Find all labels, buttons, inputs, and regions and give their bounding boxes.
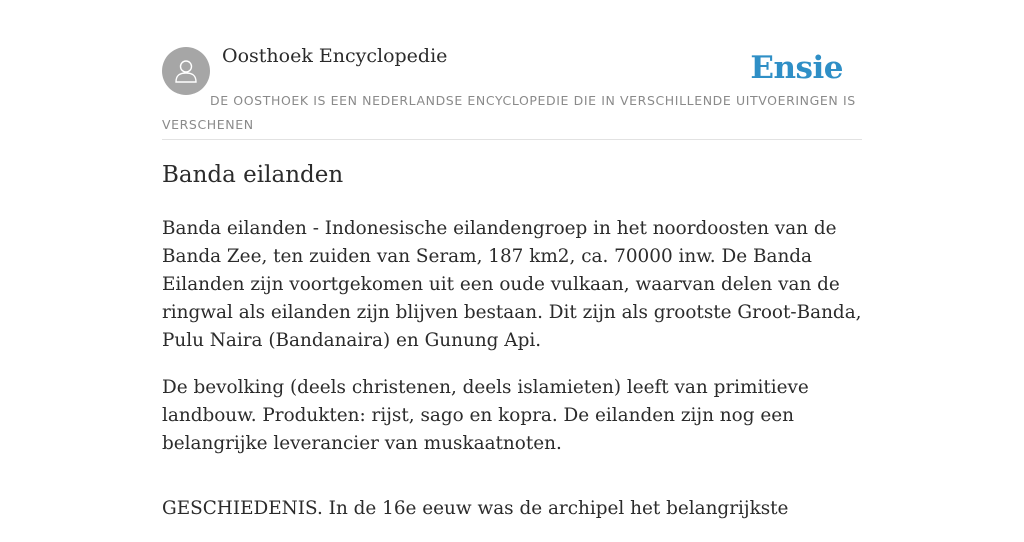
site-tagline: DE OOSTHOEK IS EEN NEDERLANDSE ENCYCLOPEDIE DIE IN VERSCHILLENDE UITVOERINGEN IS VERSCHENEN (162, 93, 856, 132)
page (162, 0, 862, 519)
site-header (162, 0, 862, 140)
user-icon (171, 56, 201, 86)
article-paragraph: GESCHIEDENIS. In de 16e eeuw was de archipel het belangrijkste (162, 498, 789, 519)
avatar[interactable] (162, 47, 210, 95)
brand-logo[interactable]: Ensie (750, 50, 843, 86)
article-title: Banda eilanden (162, 162, 344, 188)
article-paragraph: De bevolking (deels christenen, deels islamieten) leeft van primitieve landbouw. Produkten: rijst, sago en kopra. De eilanden zijn nog een belangrijke leverancier van muskaatnoten. (162, 377, 809, 454)
site-name[interactable]: Oosthoek Encyclopedie (222, 45, 448, 67)
article-body (162, 215, 862, 542)
article-paragraph: Banda eilanden - Indonesische eilandengroep in het noordoosten van de Banda Zee, ten zuiden van Seram, 187 km2, ca. 70000 inw. De Banda Eilanden zijn voortgekomen uit een oude vulkaan, waarvan delen van de ringwal als eilanden zijn blijven bestaan. Dit zijn als grootste Groot-Banda, Pulu Naira (Bandanaira) en Gunung Api. (162, 218, 862, 351)
